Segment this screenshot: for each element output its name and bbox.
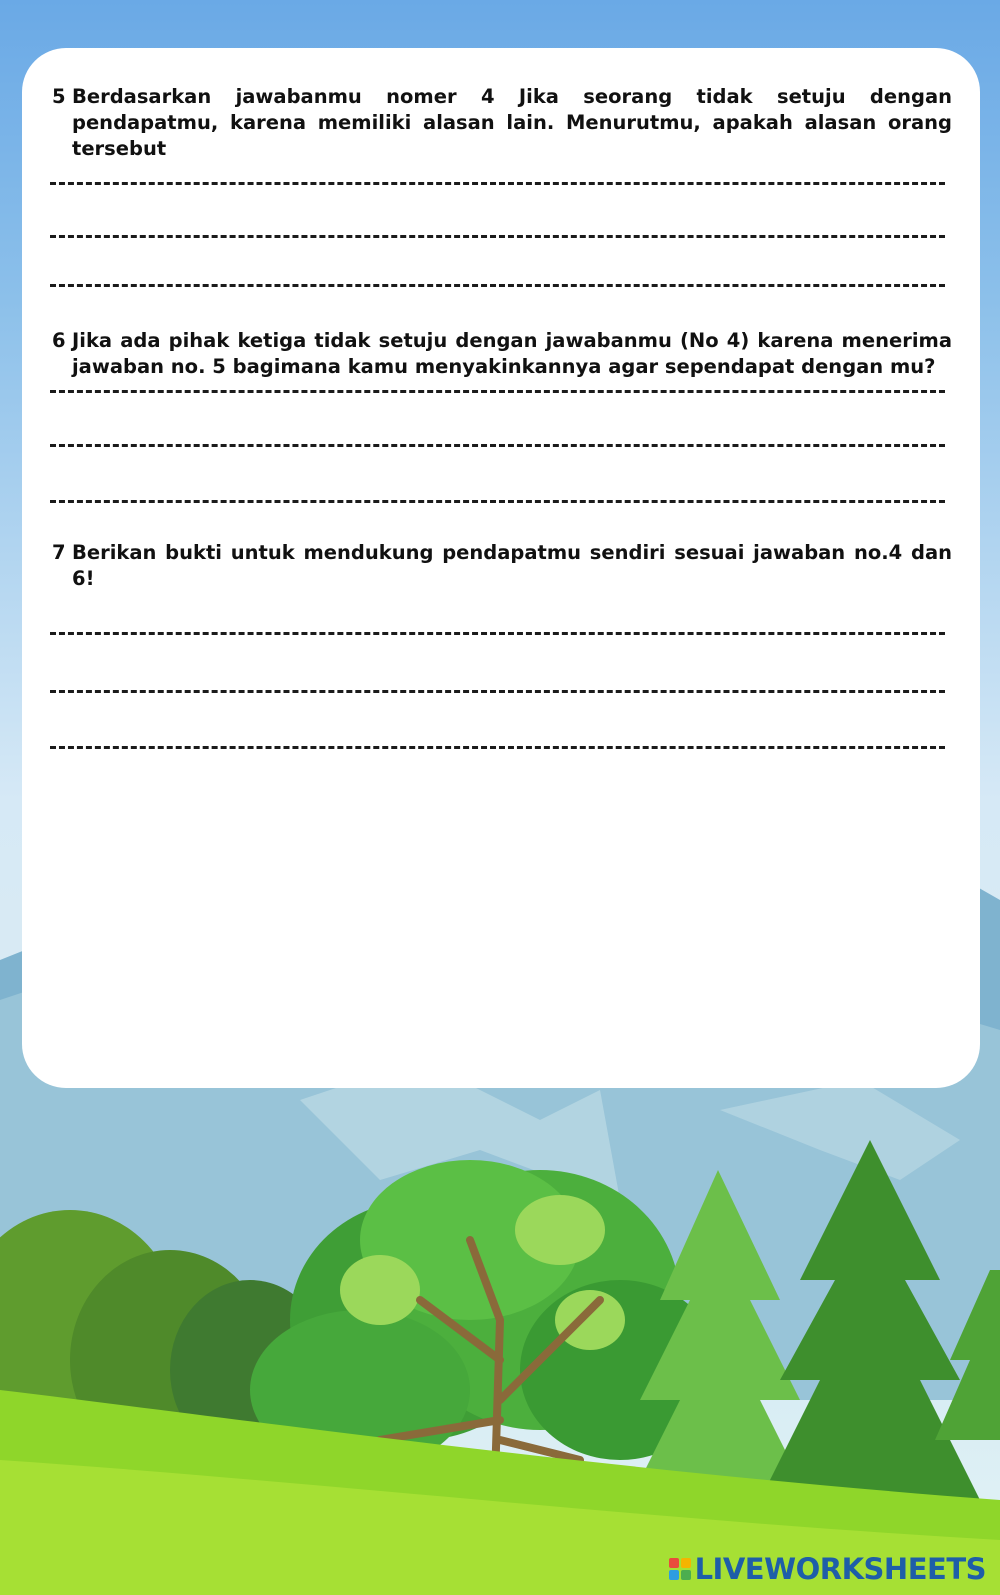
worksheet-card [22,48,980,1088]
liveworksheets-logo-icon [669,1558,691,1580]
question-number: 7 [52,541,66,564]
question-text: Jika ada pihak ketiga tidak setuju dengan jawabanmu (No 4) karena menerima jawaban no. 5 bagimana kamu menyakinkannya agar sependapat dengan mu? [72,329,952,378]
liveworksheets-brand[interactable] [669,1552,986,1586]
question-number: 5 [52,85,66,108]
answer-line[interactable] [50,235,945,238]
logo-square [681,1558,691,1568]
answer-line[interactable] [50,444,945,447]
answer-line[interactable] [50,690,945,693]
question-5 [52,84,952,162]
logo-square [669,1570,679,1580]
answer-line[interactable] [50,746,945,749]
question-7 [52,540,952,592]
answer-line[interactable] [50,390,945,393]
logo-square [669,1558,679,1568]
question-6 [52,328,952,380]
answer-line[interactable] [50,182,945,185]
question-number: 6 [52,329,66,352]
answer-line[interactable] [50,500,945,503]
question-text: Berdasarkan jawabanmu nomer 4 Jika seorang tidak setuju dengan pendapatmu, karena memiliki alasan lain. Menurutmu, apakah alasan orang tersebut [72,85,952,160]
brand-text: LIVEWORKSHEETS [694,1552,986,1586]
answer-line[interactable] [50,632,945,635]
question-text: Berikan bukti untuk mendukung pendapatmu sendiri sesuai jawaban no.4 dan 6! [72,541,952,590]
answer-line[interactable] [50,284,945,287]
logo-square [681,1570,691,1580]
